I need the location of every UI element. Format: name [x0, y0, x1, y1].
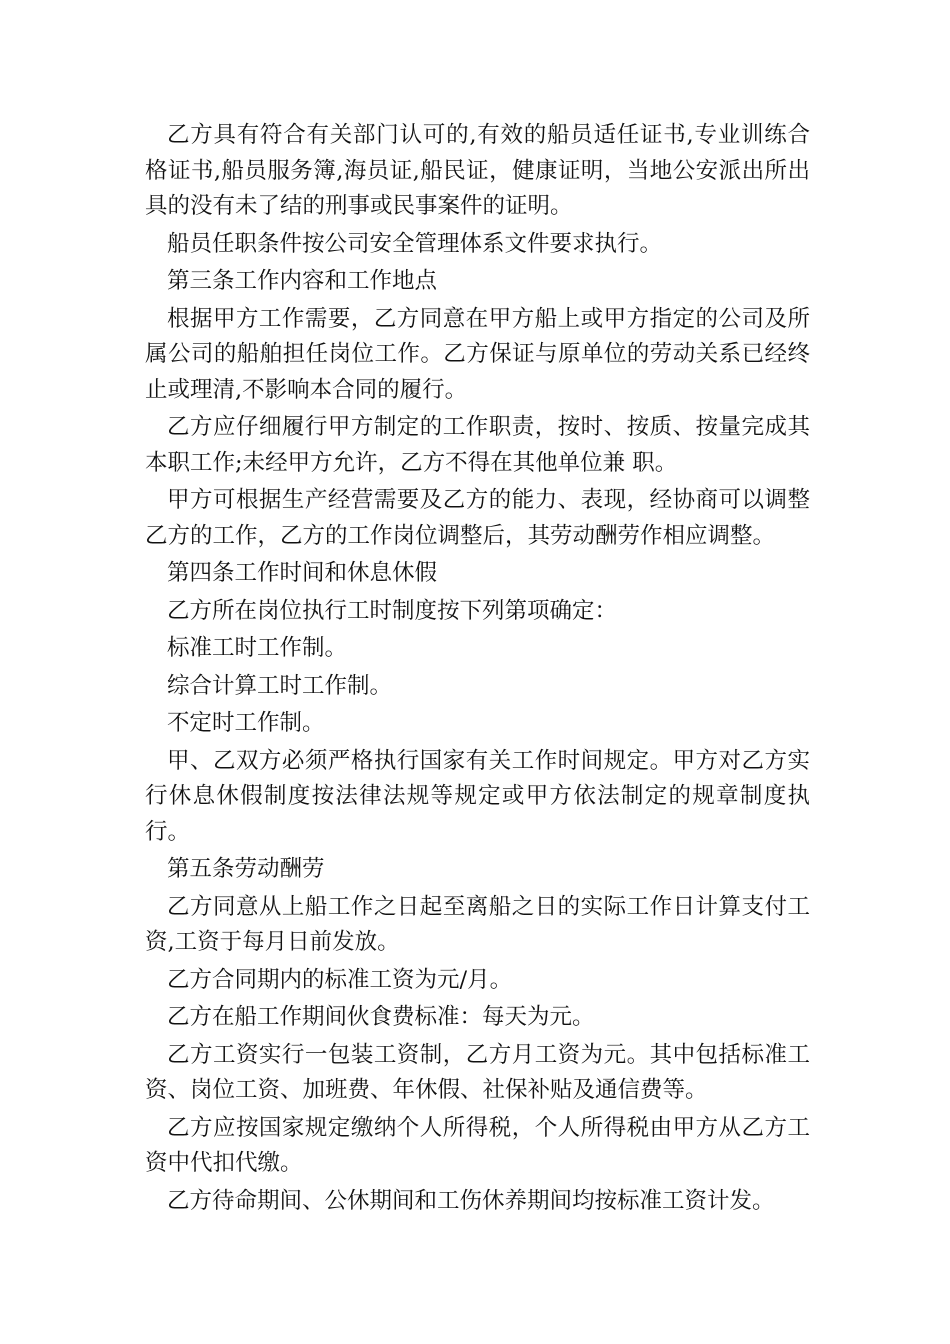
paragraph-pay-period: 乙方同意从上船工作之日起至离船之日的实际工作日计算支付工资,工资于每月日前发放。 — [145, 893, 810, 955]
paragraph-income-tax: 乙方应按国家规定缴纳个人所得税，个人所得税由甲方从乙方工资中代扣代缴。 — [145, 1114, 810, 1176]
paragraph-package-wage: 乙方工资实行一包装工资制，乙方月工资为元。其中包括标准工资、岗位工资、加班费、年休假、社保补贴及通信费等。 — [145, 1041, 810, 1103]
section-heading-article-4: 第四条工作时间和休息休假 — [167, 560, 438, 586]
paragraph-qualifications: 乙方具有符合有关部门认可的,有效的船员适任证书,专业训练合格证书,船员服务簿,海员证,船民证，健康证明，当地公安派出所出具的没有未了结的刑事或民事案件的证明。 — [145, 122, 810, 219]
paragraph-work-assignment: 根据甲方工作需要，乙方同意在甲方船上或甲方指定的公司及所属公司的船舶担任岗位工作。乙方保证与原单位的劳动关系已经终止或理清,不影响本合同的履行。 — [145, 305, 810, 403]
list-item-comprehensive-hours: 综合计算工时工作制。 — [167, 672, 393, 699]
paragraph-rest-leave: 甲、乙双方必须严格执行国家有关工作时间规定。甲方对乙方实行休息休假制度按法律法规等规定或甲方依法制定的规章制度执行。 — [145, 747, 810, 845]
list-item-standard-hours: 标准工时工作制。 — [167, 635, 348, 661]
paragraph-standard-wage: 乙方合同期内的标准工资为元/月。 — [167, 966, 513, 993]
list-item-flexible-hours: 不定时工作制。 — [167, 710, 325, 736]
document-body — [145, 118, 810, 1221]
section-heading-article-5: 第五条劳动酬劳 — [167, 856, 325, 882]
paragraph-duties: 乙方应仔细履行甲方制定的工作职责，按时、按质、按量完成其本职工作;未经甲方允许，乙方不得在其他单位兼 职。 — [145, 414, 810, 476]
paragraph-job-adjustment: 甲方可根据生产经营需要及乙方的能力、表现，经协商可以调整乙方的工作，乙方的工作岗位调整后，其劳动酬劳作相应调整。 — [145, 487, 810, 549]
paragraph-crew-requirements: 船员任职条件按公司安全管理体系文件要求执行。 — [167, 230, 663, 257]
section-heading-article-3: 第三条工作内容和工作地点 — [167, 268, 438, 294]
paragraph-hours-system: 乙方所在岗位执行工时制度按下列第项确定： — [167, 597, 618, 624]
paragraph-meal-allowance: 乙方在船工作期间伙食费标准：每天为元。 — [167, 1004, 595, 1030]
paragraph-standby-pay: 乙方待命期间、公休期间和工伤休养期间均按标准工资计发。 — [167, 1187, 775, 1214]
